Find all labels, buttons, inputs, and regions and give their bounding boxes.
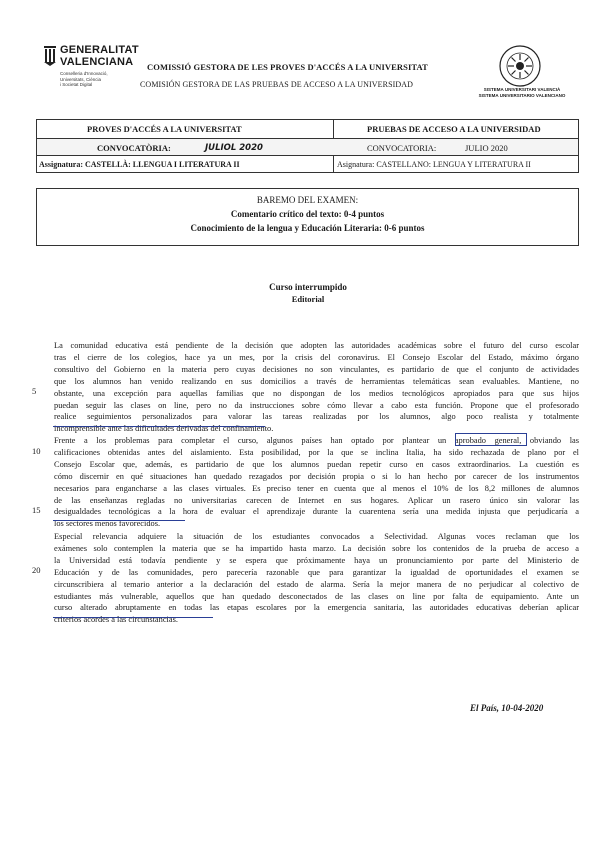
header-commission-es: COMISIÓN GESTORA DE LAS PRUEBAS DE ACCESO A LA UNIVERSIDAD — [140, 80, 414, 89]
text-subtitle: Editorial — [291, 294, 325, 304]
subject-va: Assignatura: CASTELLÀ: LLENGUA I LITERATURA II — [39, 160, 240, 169]
grading-line-1: Comentario crítico del texto: 0-4 puntos — [230, 209, 385, 219]
table-title-es: PRUEBAS DE ACCESO A LA UNIVERSIDAD — [367, 124, 541, 134]
text-line: Educación y de las comunidades, pero parecería razonable que para garantizar la igualdad de oportunidades el examen se — [54, 567, 579, 577]
text-line: realice seguimientos personalizados para valorar las tareas realizadas por los alumnos, algo poco realista y totalmente — [54, 412, 579, 422]
text-line: La comunidad educativa está pendiente de la decisión que adopten las autoridades académicas sobre el futuro del curso escolar — [54, 341, 579, 350]
annotation-box — [53, 426, 265, 427]
text-line: los sectores menos favorecidos. — [54, 519, 161, 529]
text-line: exámenes solo contemplen la materia que se ha impartido hasta marzo. La decisión sobre los contenidos de la prueba de acceso a — [54, 543, 579, 553]
text-line: puedan seguir las clases on line, pero no da instrucciones sobre cómo llevar a cabo esta función. Propone que el profesorado — [54, 400, 579, 410]
text-line: consultivo del Gobierno en la materia pero cuyas decisiones no son vinculantes, es partidario de que el conjunto de actividades — [54, 364, 579, 374]
text-line: Especial relevancia adquiere la situación de los estudiantes convocados a Selectividad. Algunas voces reclaman que los — [54, 532, 579, 541]
line-number-10: 10 — [32, 446, 41, 456]
text-line: cómo discernir en qué situaciones han quedado rezagados por decisión propia o si lo han hecho por carecer de los instrumentos — [54, 471, 579, 481]
generalitat-logo — [44, 44, 139, 104]
exam-info-table — [36, 119, 579, 173]
text-line: criterios acordes a las circunstancias. — [54, 615, 178, 625]
grading-line-2: Conocimiento de la lengua y Educación Literaria: 0-6 puntos — [190, 223, 425, 233]
line-number-5: 5 — [32, 386, 37, 396]
generalitat-name: GENERALITAT VALENCIANA — [60, 44, 139, 68]
text-title: Curso interrumpido — [269, 282, 347, 292]
annotation-box — [455, 433, 527, 446]
annotation-box — [53, 617, 213, 618]
text-line: incomprensible ante las dificultades derivadas del confinamiento. — [54, 424, 274, 434]
table-title-va: PROVES D'ACCÉS A LA UNIVERSITAT — [87, 124, 242, 134]
header-commission-va: COMISSIÓ GESTORA DE LES PROVES D'ACCÉS A LA UNIVERSITAT — [147, 62, 428, 72]
text-line: la Universidad está todavía pendiente y se espera que próximamente haya un pronunciamiento por parte del Ministerio de — [54, 555, 579, 565]
text-line: calificaciones obtenidas antes del aislamiento. Esta posibilidad, por la que se inclina Italia, ha sido rechazada de plano por el — [54, 447, 579, 457]
conv-value-va: JULIOL 2020 — [205, 143, 263, 153]
text-line: tras el cierre de los colegios, hace ya un mes, por la crisis del coronavirus. El Consejo Escolar del Estado, máximo órgano — [54, 352, 579, 362]
paragraph-2 — [54, 435, 579, 530]
text-source: El País, 10-04-2020 — [470, 703, 544, 713]
grading-box — [36, 188, 579, 246]
conv-label-va: CONVOCATÒRIA: — [97, 143, 171, 153]
conv-value-es: JULIO 2020 — [465, 143, 508, 153]
conselleria-name: Conselleria d'Innovació, Universitats, Ciència i Societat Digital — [60, 71, 108, 87]
text-line: Frente a los problemas para completar el curso, algunos países han optado por plantear un aprobado general, obviando las — [54, 436, 579, 445]
text-line: desigualdades tecnológicas a la hora de evaluar el aprendizaje durante la cuarentena sería una medida injusta que perjudicaría a — [54, 507, 579, 517]
university-seal-icon — [498, 44, 542, 88]
text-line: de las enseñanzas regladas no universitarias carecen de Internet en sus hogares. Aplicar un rasero único sin valorar las — [54, 495, 579, 505]
subject-es: Asignatura: CASTELLANO: LENGUA Y LITERATURA II — [337, 160, 531, 169]
text-line: circunscribiera al temario anterior a la declaración del estado de alarma. Sería la mejor manera de no perjudicar al colectivo de — [54, 579, 579, 589]
grading-title: BAREMO DEL EXAMEN: — [256, 195, 359, 205]
text-line: estudiantes más vulnerable, aquellos que han quedado desconectados de las clases on line por falta de equipamiento. Ante un — [54, 591, 579, 601]
generalitat-shield-icon — [44, 46, 56, 66]
paragraph-3 — [54, 531, 579, 626]
text-line: obstante, una excepción para aquellas familias que no dispongan de los medios tecnológicos apropiados para que sus hijos — [54, 388, 579, 398]
text-line: que los alumnos han venido realizando en sus domicilios a través de herramientas telemáticas sean evaluables. Mantiene, no — [54, 376, 579, 386]
text-line: Consejo Escolar que, además, es partidario de que los alumnos puedan repetir curso en casos extraordinarios. La cuestión es — [54, 459, 579, 469]
sue-caption: SISTEMA UNIVERSITARI VALENCIÀ SISTEMA UNIVERSITARIO VALENCIANO — [478, 87, 566, 98]
conv-label-es: CONVOCATORIA: — [367, 143, 437, 153]
line-number-20: 20 — [32, 565, 41, 575]
text-line: curso alterado abruptamente en todas las etapas escolares por la emergencia sanitaria, las autoridades educativas deberían aplicar — [54, 603, 579, 613]
line-number-15: 15 — [32, 505, 41, 515]
paragraph-1 — [54, 340, 579, 435]
annotation-box — [53, 520, 185, 521]
text-line: necesarios para engancharse a las clases virtuales. Es preciso tener en cuenta que al menos el 10% de los 8,2 millones de alumnos — [54, 483, 579, 493]
sue-logo — [478, 44, 568, 108]
